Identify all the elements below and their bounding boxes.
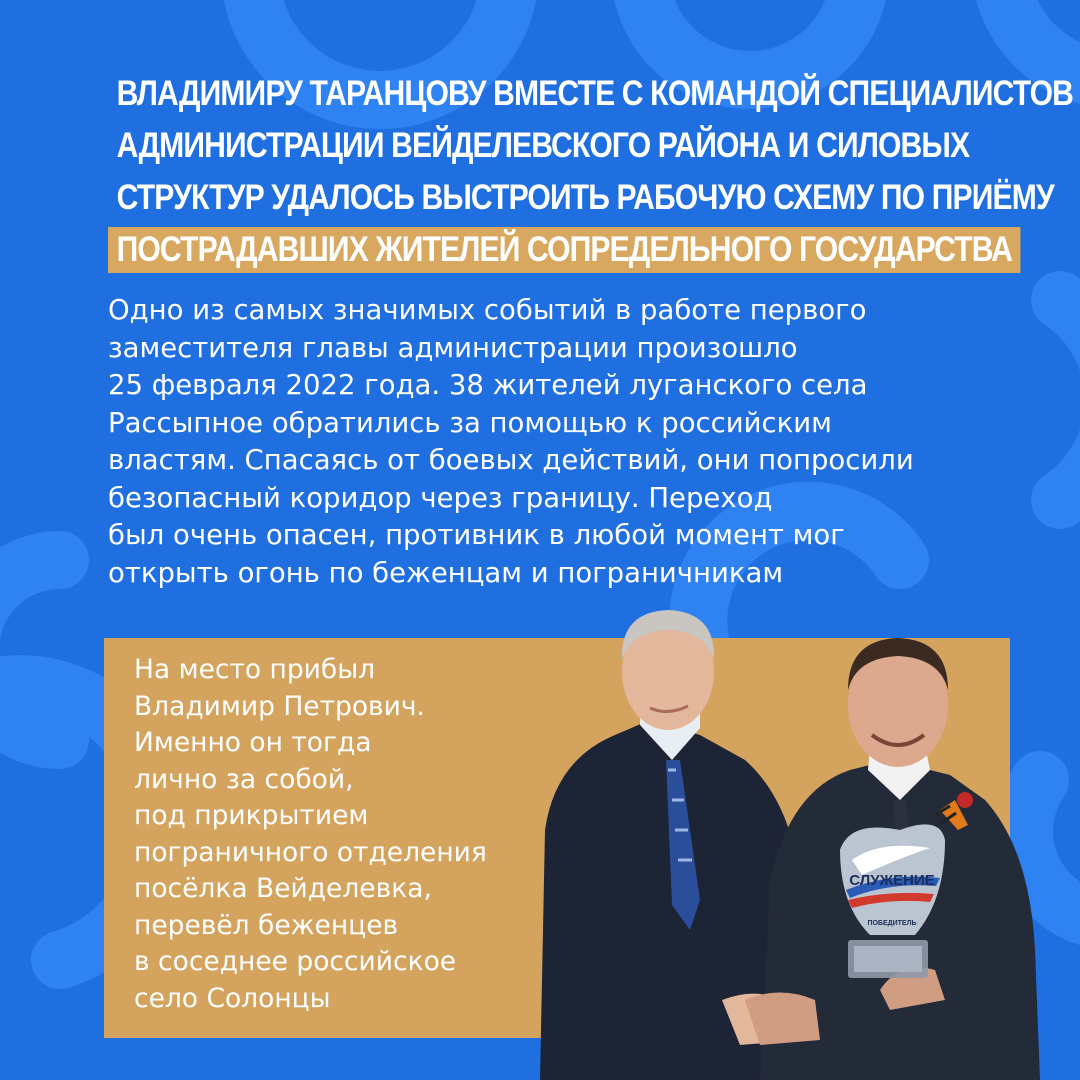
body-line: 25 февраля 2022 года. 38 жителей луганского села	[108, 369, 868, 401]
body-line: Рассыпное обратились за помощью к российским	[108, 406, 832, 439]
body-line: властям. Спасаясь от боевых действий, они попросили	[108, 444, 914, 476]
headline-highlight: ПОСТРАДАВШИХ ЖИТЕЛЕЙ СОПРЕДЕЛЬНОГО ГОСУДАРСТВА	[108, 227, 1021, 273]
card-line: в соседнее российское	[134, 946, 457, 977]
award-title: СЛУЖЕНИЕ	[849, 872, 935, 889]
body-line: безопасный коридор через границу. Переход	[108, 481, 773, 514]
body-line: Одно из самых значимых событий в работе первого	[108, 294, 867, 326]
card-line: село Солонцы	[134, 982, 331, 1014]
headline-line-3: СТРУКТУР УДАЛОСЬ ВЫСТРОИТЬ РАБОЧУЮ СХЕМУ ПО ПРИЁМУ	[116, 178, 1054, 217]
award-subtitle: ПОБЕДИТЕЛЬ	[867, 920, 917, 927]
card-line: На место прибыл	[134, 654, 376, 685]
card-line: перевёл беженцев	[134, 909, 399, 941]
headline-line-2: АДМИНИСТРАЦИИ ВЕЙДЕЛЕВСКОГО РАЙОНА И СИЛОВЫХ	[116, 126, 970, 165]
card-line: Именно он тогда	[134, 727, 372, 758]
card-line: лично за собой,	[134, 763, 354, 795]
body-line: заместителя главы администрации произошло	[108, 331, 798, 364]
card-line: под прикрытием	[134, 800, 369, 831]
body-line: открыть огонь по беженцам и пограничникам	[108, 556, 784, 589]
card-text	[134, 652, 554, 1017]
headline-line-1: ВЛАДИМИРУ ТАРАНЦОВУ ВМЕСТЕ С КОМАНДОЙ СПЕЦИАЛИСТОВ	[116, 74, 1074, 113]
card-line: Владимир Петрович.	[134, 690, 425, 722]
card-line: пограничного отделения	[134, 836, 487, 868]
body-line: был очень опасен, противник в любой момент мог	[108, 519, 845, 551]
card-line: посёлка Вейделевка,	[134, 873, 432, 904]
